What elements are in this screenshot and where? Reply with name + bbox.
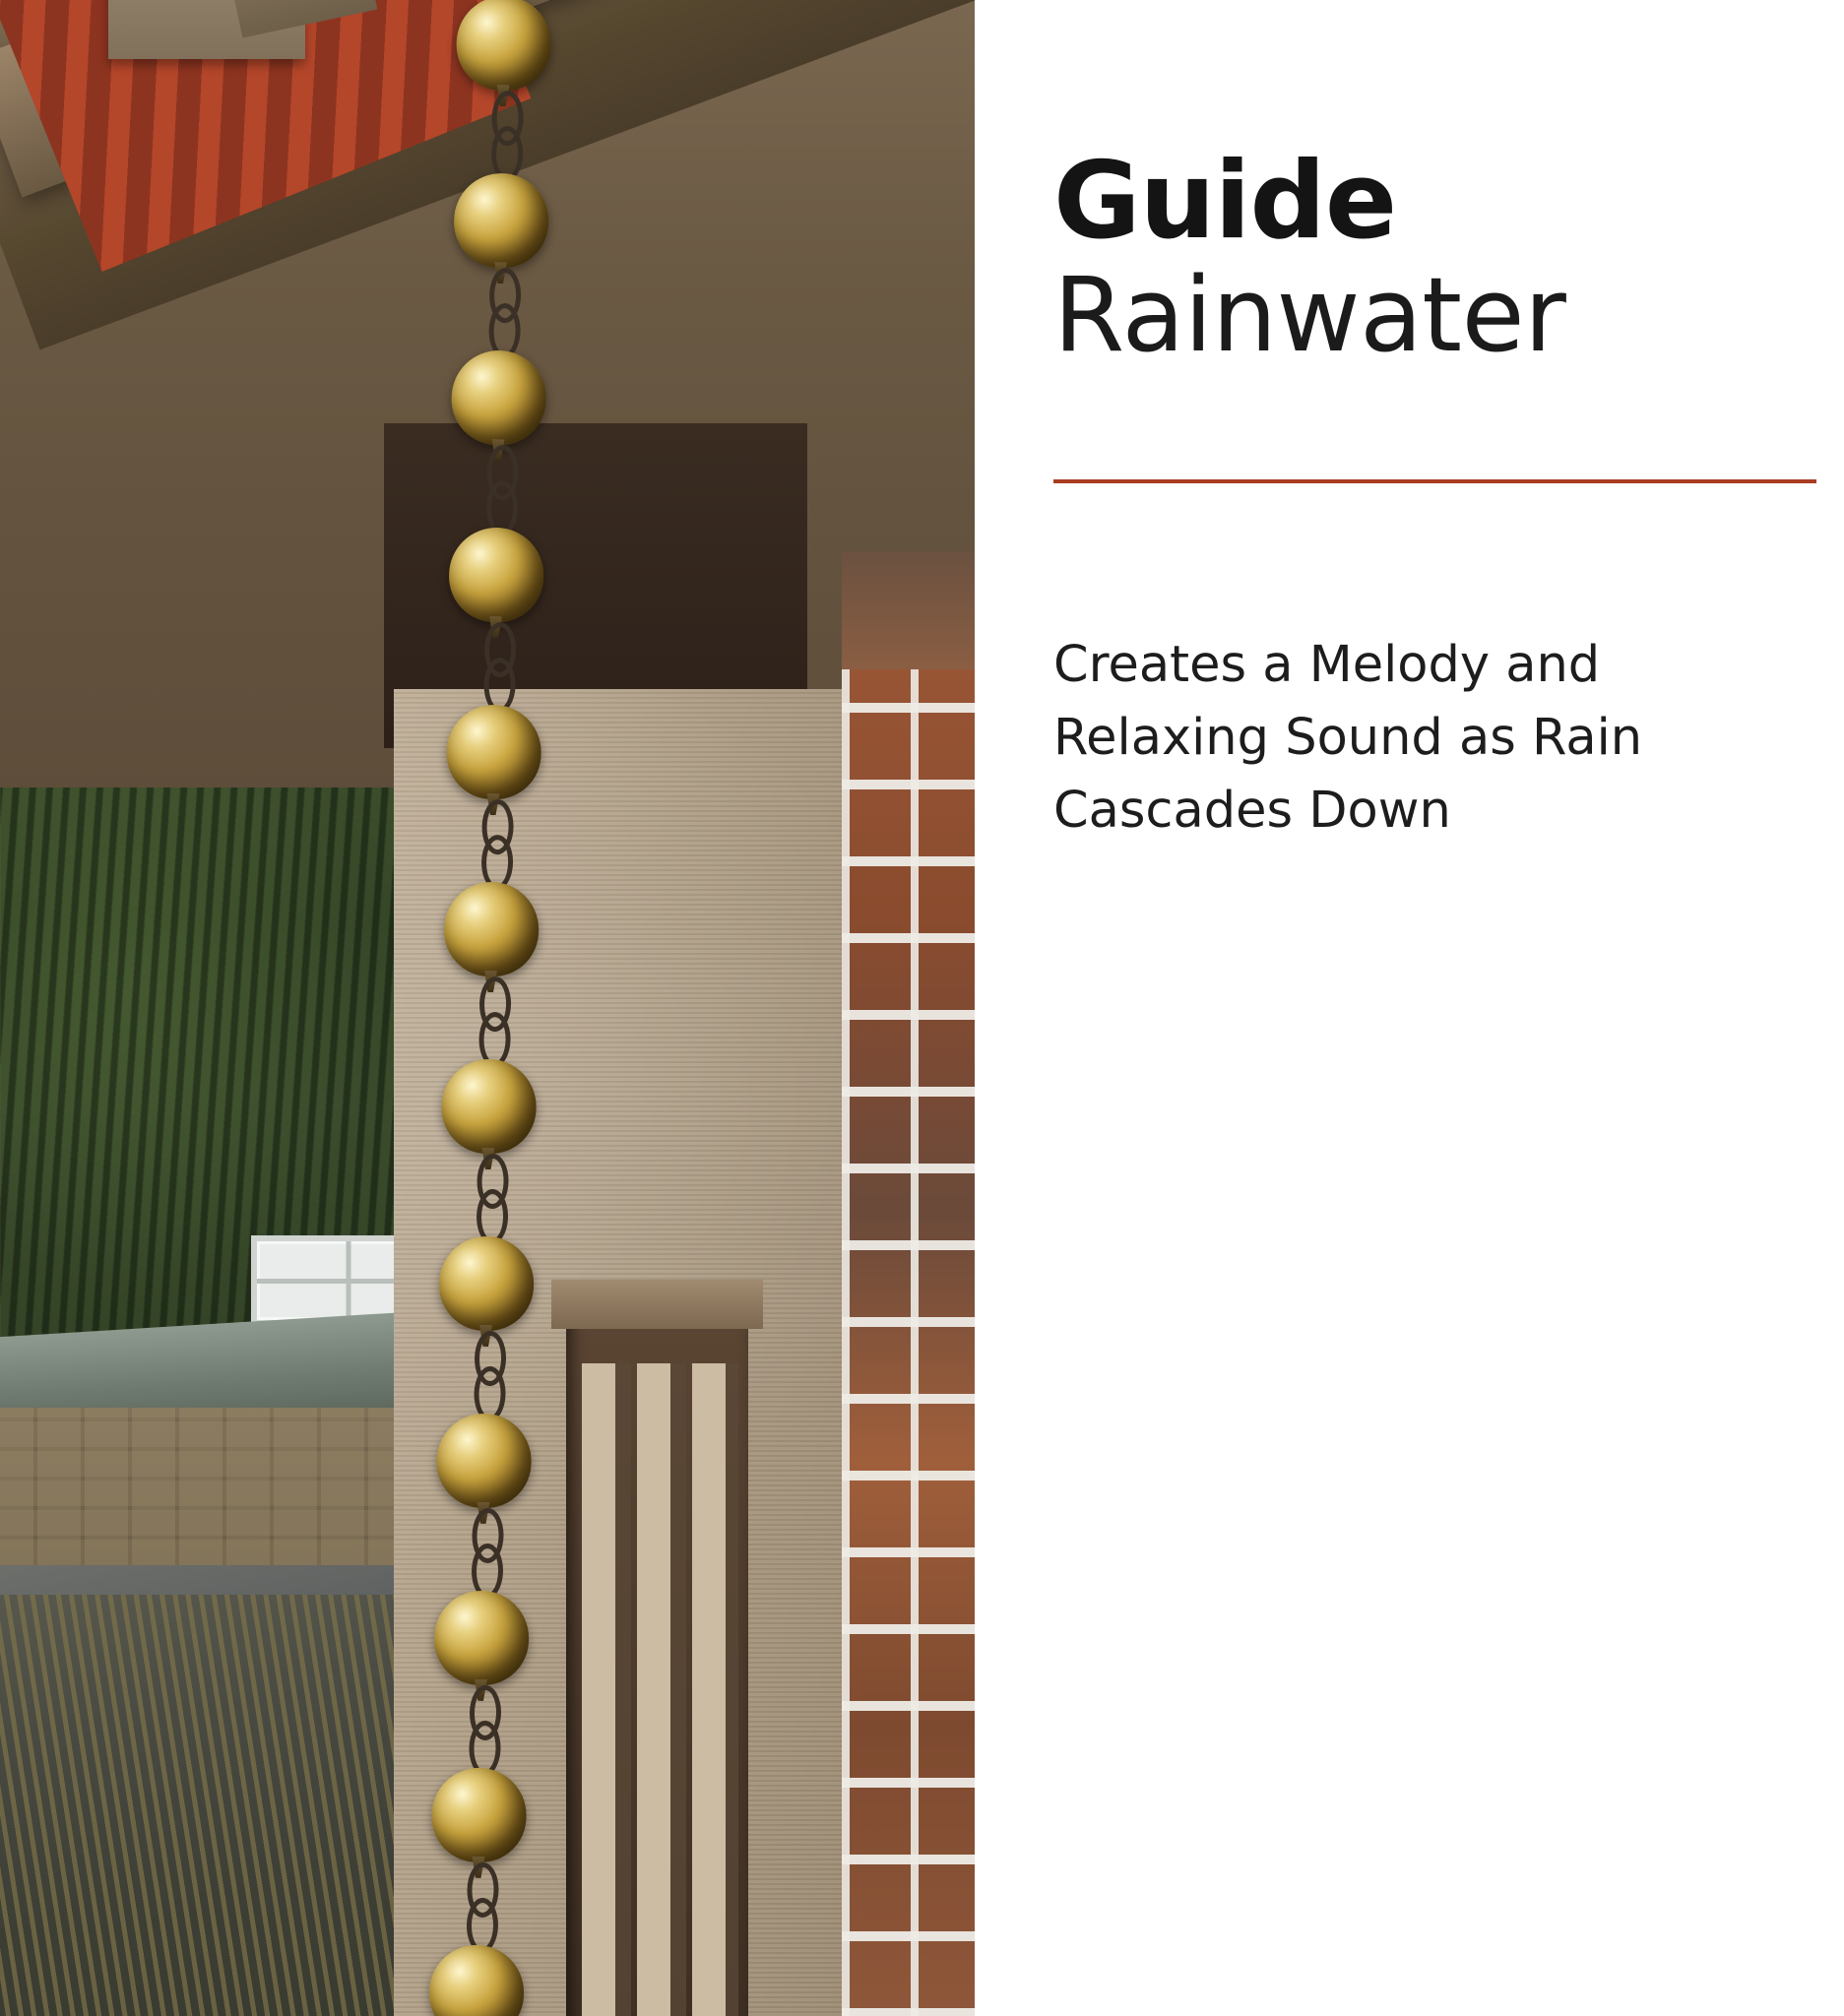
rain-chain-cup — [448, 527, 543, 622]
foreground-grass — [0, 1595, 443, 2016]
rain-chain-cup — [446, 704, 541, 799]
rain-chain-cup — [441, 1058, 537, 1154]
text-panel — [975, 0, 1844, 2016]
rain-chain-cup — [431, 1767, 527, 1862]
tagline-text: Creates a Melody and Relaxing Sound as Rain Cascades Down — [1053, 636, 1643, 841]
rain-chain-cup — [451, 349, 546, 445]
brick-column — [842, 551, 975, 2016]
rain-chain-cup — [443, 881, 539, 976]
window-balusters — [576, 1363, 738, 2016]
accent-divider — [1053, 479, 1816, 483]
stone-wall — [0, 1408, 433, 1565]
rain-chain-cup — [438, 1235, 534, 1331]
rain-chain-cup — [456, 0, 551, 92]
window-lintel — [551, 1280, 763, 1329]
rain-chain-cup — [433, 1590, 529, 1685]
page-subtitle: Rainwater — [1053, 255, 1566, 376]
rain-chain-cup — [454, 172, 549, 268]
brick-column-capital — [842, 551, 975, 669]
rain-chain-cup — [436, 1413, 532, 1508]
page-title: Guide — [1053, 140, 1397, 263]
